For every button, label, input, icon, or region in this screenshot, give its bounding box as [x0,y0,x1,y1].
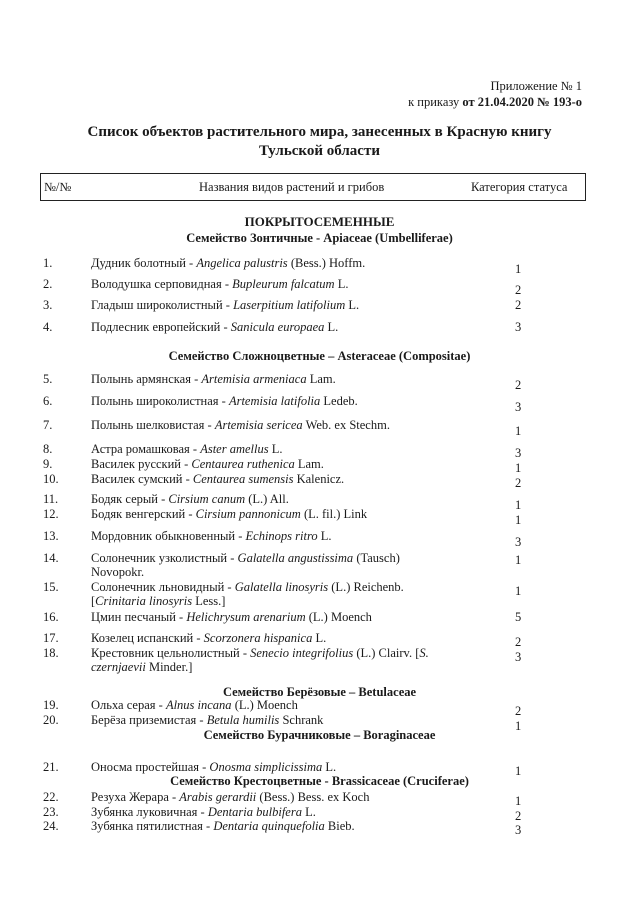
status-category: 1 [515,794,522,808]
document-title [0,123,639,161]
species-name [91,507,431,521]
species-name [91,372,431,386]
status-category: 2 [515,635,522,649]
section-heading: ПОКРЫТОСЕМЕННЫЕ [244,214,395,229]
latin-name: Betula humilis [206,713,280,727]
author: L. [301,805,316,819]
author: (Tausch) [353,551,400,565]
author: Web. ex Stechm. [302,418,390,432]
family-heading: Семейство Зонтичные - Apiaceae (Umbelliferae) [186,231,453,245]
continuation: Novopokr. [91,565,145,579]
author: Lam. [294,457,324,471]
row-number: 7. [43,418,53,432]
latin-name: Dentaria bulbifera [207,805,302,819]
appendix-label: Приложение № 1 [490,79,582,93]
species-name [91,394,431,408]
latin-name: Bupleurum falcatum [232,277,335,291]
latin-name: Dentaria quinquefolia [213,819,325,833]
species-name [91,320,431,334]
species-name [91,631,431,645]
russian-name: Володушка серповидная - [91,277,233,291]
status-category: 3 [515,535,522,549]
author: (L.) Moench [305,610,372,624]
status-category: 2 [515,704,522,718]
row-number: 13. [43,529,59,543]
russian-name: Оносма простейшая - [91,760,210,774]
row-number: 20. [43,713,59,727]
status-category: 2 [515,378,522,392]
russian-name: Зубянка луковичная - [91,805,208,819]
author: Lam. [306,372,336,386]
latin-name: Aster amellus [200,442,269,456]
table-header [40,173,586,201]
synonym-latin: Crinitaria linosyris [95,594,193,608]
status-category: 3 [515,446,522,460]
status-category: 1 [515,498,522,512]
row-number: 24. [43,819,59,833]
status-category: 3 [515,320,522,334]
species-name [91,298,431,312]
russian-name: Козелец испанский - [91,631,204,645]
author: (L. fil.) Link [300,507,368,521]
status-category: 1 [515,764,522,778]
author: L. [324,320,339,334]
latin-name: Arabis gerardii [179,790,257,804]
latin-name: Scorzonera hispanica [203,631,313,645]
synonym-latin: czernjaevii [91,660,146,674]
species-name [91,418,431,432]
status-category: 1 [515,461,522,475]
status-category: 1 [515,719,522,733]
row-number: 23. [43,805,59,819]
synonym-genus: S. [419,646,429,660]
title-line-1: Список объектов растительного мира, занесенных в Красную книгу [87,124,552,140]
row-number: 10. [43,472,59,486]
species-name [91,713,431,727]
species-name [91,646,431,674]
row-number: 2. [43,277,53,291]
latin-name: Alnus incana [165,698,232,712]
author: (L.) Reichenb. [328,580,404,594]
species-name [91,610,431,624]
latin-name: Centaurea sumensis [192,472,294,486]
russian-name: Бодяк серый - [91,492,169,506]
author: L. [268,442,283,456]
status-category: 3 [515,823,522,837]
latin-name: Artemisia latifolia [228,394,321,408]
species-name [91,551,431,579]
row-number: 9. [43,457,53,471]
russian-name: Полынь армянская - [91,372,202,386]
row-number: 21. [43,760,59,774]
author: L. [345,298,360,312]
status-category: 1 [515,262,522,276]
title-line-2: Тульской области [259,143,380,159]
author: (L.) Clairv. [ [353,646,420,660]
family-heading: Семейство Сложноцветные – Asteraceae (Compositae) [168,349,471,363]
author: (L.) Moench [231,698,298,712]
author: L. [322,760,337,774]
russian-name: Крестовник цельнолистный - [91,646,251,660]
russian-name: Полынь широколистная - [91,394,229,408]
family-heading: Семейство Крестоцветные - Brassicaceae (Cruciferae) [170,774,469,788]
status-category: 3 [515,650,522,664]
row-number: 6. [43,394,53,408]
author: L. [334,277,349,291]
author: L. [317,529,332,543]
latin-name: Artemisia armeniaca [201,372,307,386]
row-number: 5. [43,372,53,386]
row-number: 8. [43,442,53,456]
latin-name: Cirsium pannonicum [195,507,301,521]
order-date-number: от 21.04.2020 № 193-о [462,95,582,109]
russian-name: Дудник болотный - [91,256,197,270]
latin-name: Sanicula europaea [230,320,325,334]
russian-name: Василек русский - [91,457,192,471]
author: (Bess.) Bess. ex Koch [256,790,370,804]
russian-name: Василек сумский - [91,472,193,486]
species-name [91,492,431,506]
author: (L.) All. [245,492,289,506]
latin-name: Senecio integrifolius [250,646,354,660]
species-name [91,698,431,712]
russian-name: Берёза приземистая - [91,713,207,727]
order-prefix: к приказу [408,95,460,109]
latin-name: Galatella linosyris [234,580,329,594]
russian-name: Бодяк венгерский - [91,507,196,521]
author: Ledeb. [320,394,358,408]
latin-name: Echinops ritro [245,529,318,543]
order-reference [408,94,582,110]
russian-name: Зубянка пятилистная - [91,819,214,833]
author: (Bess.) Hoffm. [287,256,366,270]
latin-name: Artemisia sericea [214,418,303,432]
author: Bieb. [324,819,355,833]
row-number: 4. [43,320,53,334]
species-name [91,790,431,804]
latin-name: Helichrysum arenarium [186,610,306,624]
latin-name: Cirsium canum [168,492,246,506]
russian-name: Подлесник европейский - [91,320,231,334]
species-name [91,277,431,291]
status-category: 2 [515,298,522,312]
russian-name: Солонечник узколистный - [91,551,238,565]
species-name [91,457,431,471]
russian-name: Цмин песчаный - [91,610,187,624]
row-number: 12. [43,507,59,521]
status-category: 1 [515,513,522,527]
continuation: Minder.] [145,660,193,674]
header-number: №/№ [44,180,72,194]
row-number: 19. [43,698,59,712]
species-name [91,256,431,270]
continuation: [ [91,594,96,608]
row-number: 17. [43,631,59,645]
russian-name: Солонечник льновидный - [91,580,235,594]
row-number: 15. [43,580,59,594]
family-heading: Семейство Бурачниковые – Boraginaceae [203,728,436,742]
author: L. [312,631,327,645]
species-name [91,819,431,833]
family-heading: Семейство Берёзовые – Betulaceae [222,685,417,699]
continuation: Less.] [192,594,226,608]
species-name [91,529,431,543]
author: Kalenicz. [293,472,345,486]
russian-name: Полынь шелковистая - [91,418,215,432]
russian-name: Астра ромашковая - [91,442,201,456]
row-number: 22. [43,790,59,804]
species-name [91,472,431,486]
row-number: 1. [43,256,53,270]
status-category: 5 [515,610,522,624]
status-category: 1 [515,584,522,598]
row-number: 11. [43,492,59,506]
russian-name: Гладыш широколистный - [91,298,234,312]
header-species-name: Названия видов растений и грибов [199,180,385,194]
species-name [91,805,431,819]
row-number: 3. [43,298,53,312]
latin-name: Galatella angustissima [237,551,354,565]
status-category: 3 [515,400,522,414]
status-category: 1 [515,553,522,567]
author: Schrank [279,713,324,727]
russian-name: Ольха серая - [91,698,166,712]
latin-name: Angelica palustris [196,256,288,270]
status-category: 2 [515,809,522,823]
species-name [91,580,431,608]
species-name [91,760,431,774]
header-status-category: Категория статуса [471,180,568,194]
latin-name: Onosma simplicissima [209,760,323,774]
russian-name: Мордовник обыкновенный - [91,529,246,543]
row-number: 16. [43,610,59,624]
russian-name: Резуха Жерара - [91,790,180,804]
status-category: 2 [515,476,522,490]
status-category: 2 [515,283,522,297]
latin-name: Centaurea ruthenica [191,457,295,471]
status-category: 1 [515,424,522,438]
row-number: 18. [43,646,59,660]
latin-name: Laserpitium latifolium [233,298,346,312]
species-name [91,442,431,456]
row-number: 14. [43,551,59,565]
